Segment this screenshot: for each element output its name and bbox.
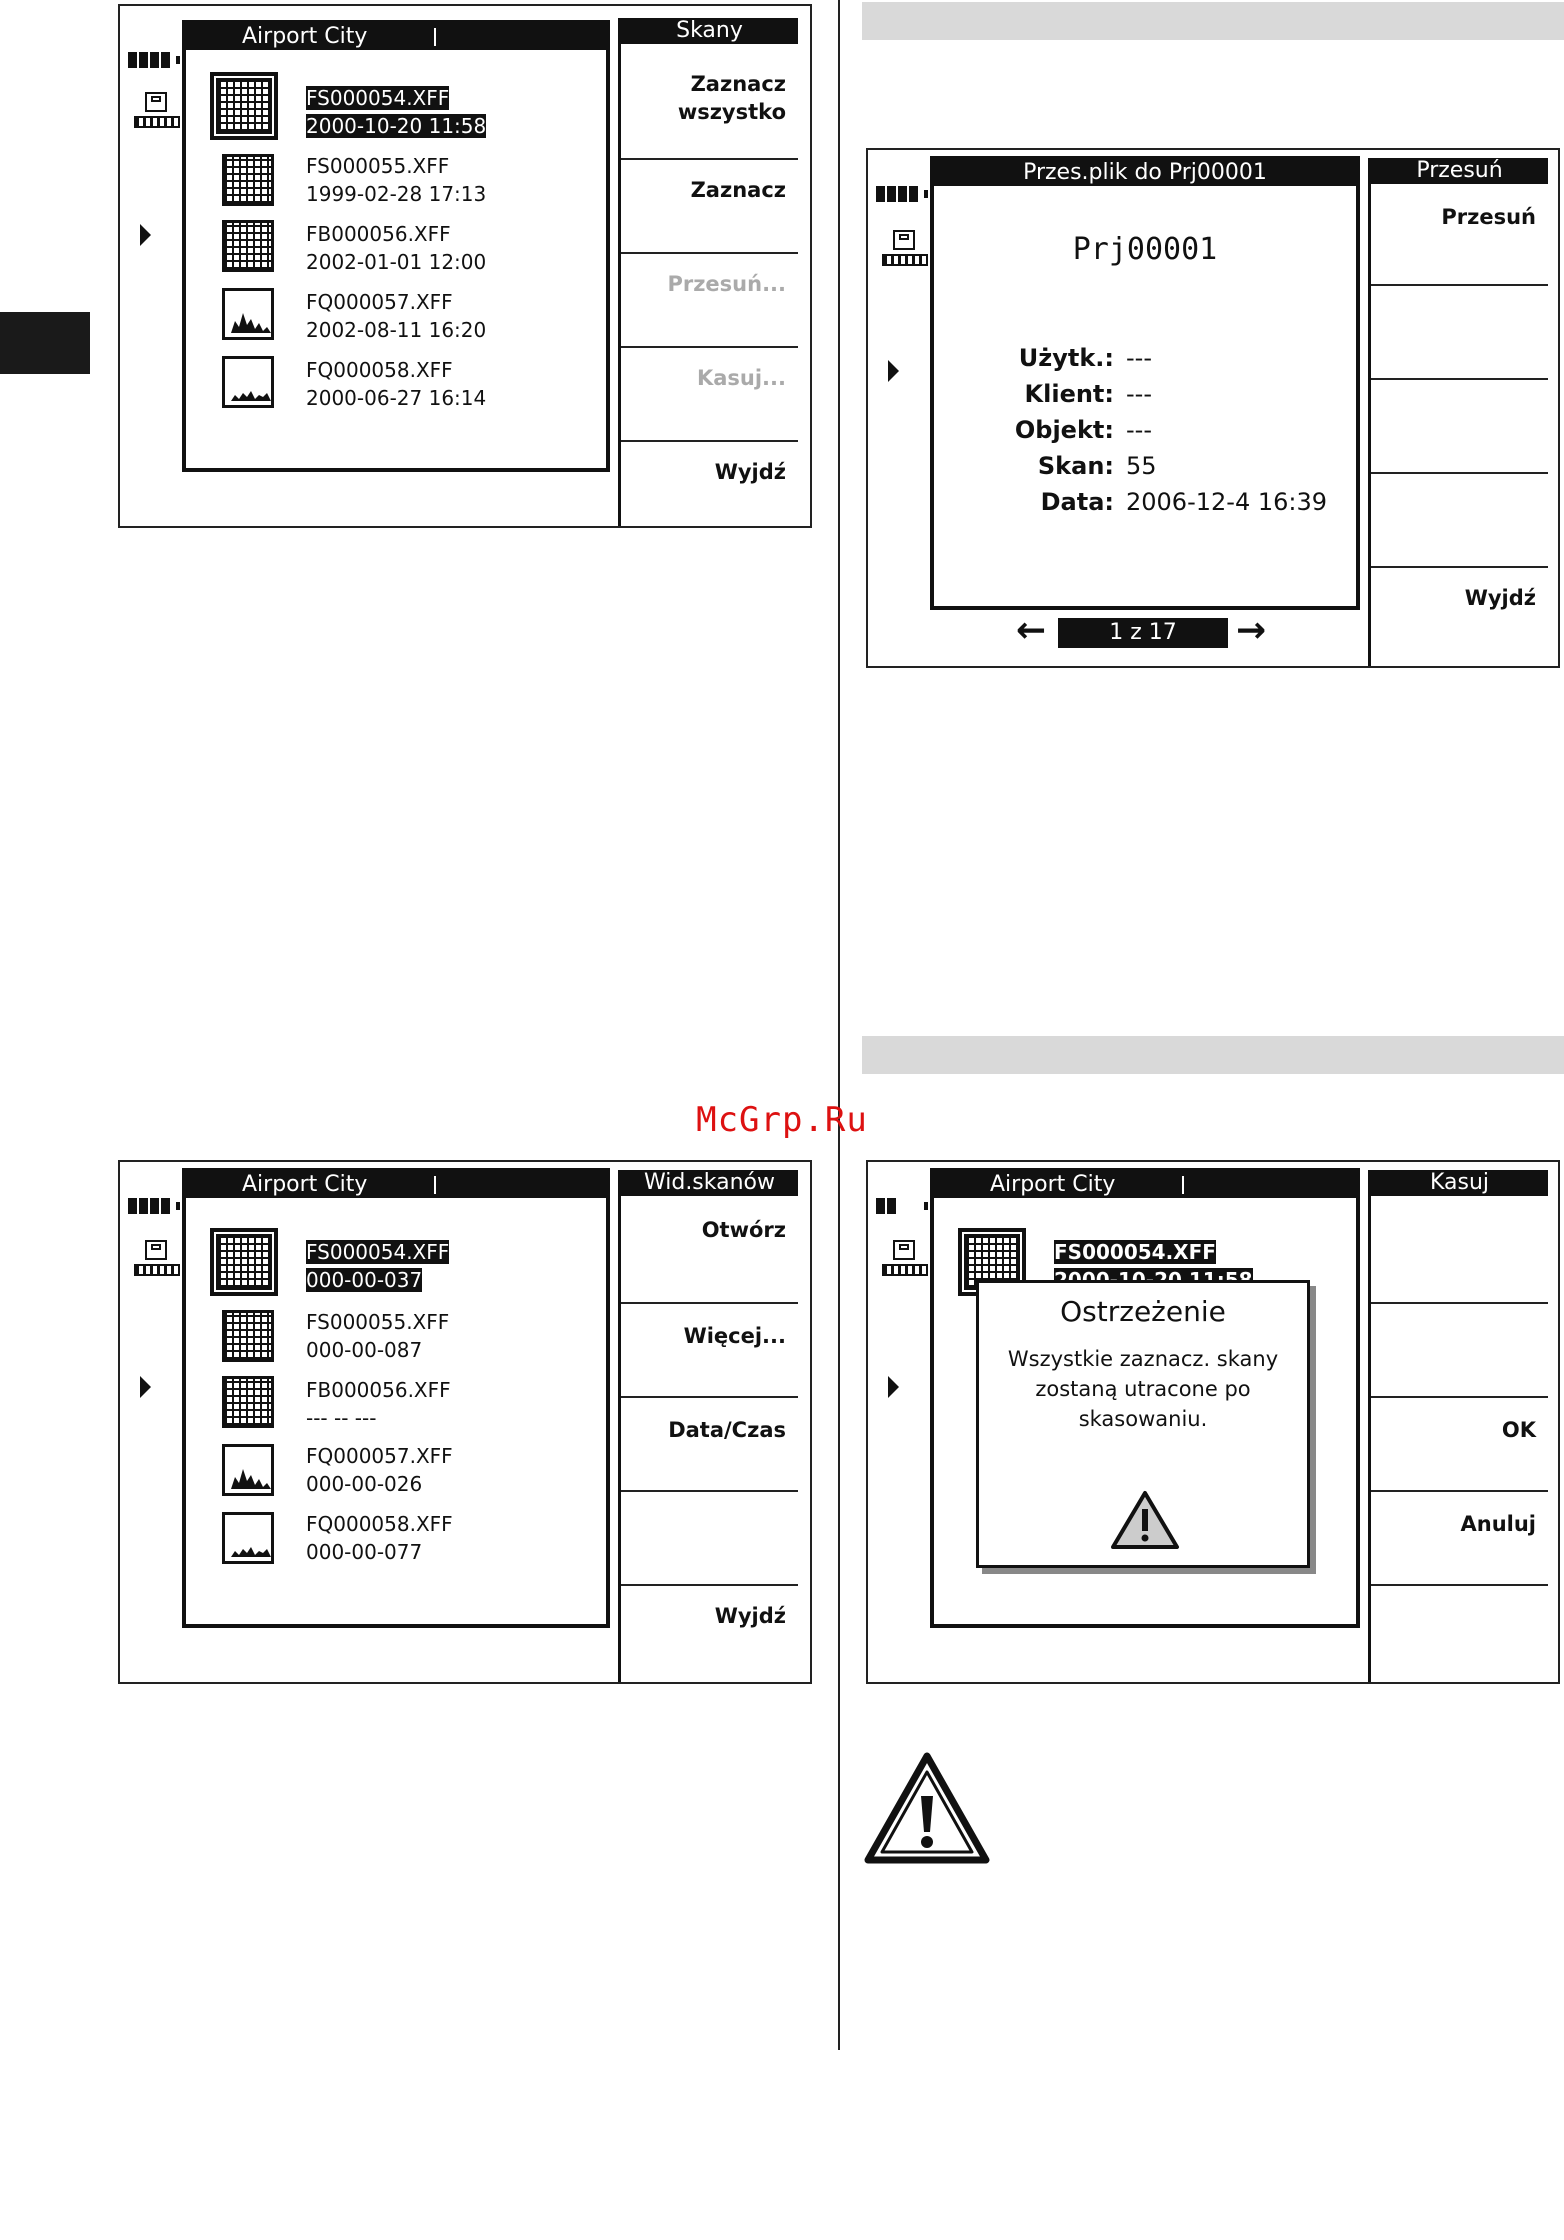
info-row: Użytk.: --- bbox=[1018, 344, 1152, 372]
window-title: Przes.plik do Prj00001 bbox=[1023, 160, 1267, 185]
menu-title: Kasuj bbox=[1371, 1170, 1548, 1196]
exit-button[interactable]: Wyjdź bbox=[714, 460, 786, 484]
project-window bbox=[930, 156, 1360, 610]
arrow-right-icon[interactable] bbox=[140, 1376, 151, 1398]
arrow-right-icon[interactable] bbox=[888, 1376, 899, 1398]
menu-title: Skany bbox=[621, 18, 798, 44]
info-row: Data: 2006-12-4 16:39 bbox=[1040, 488, 1327, 516]
memory-card-icon bbox=[882, 1240, 928, 1280]
chapter-tab bbox=[0, 312, 90, 374]
softkey-menu bbox=[618, 1170, 798, 1682]
info-row: Objekt: --- bbox=[1014, 416, 1152, 444]
move-button[interactable]: Przesuń... bbox=[621, 254, 798, 348]
list-item[interactable]: FS000054.XFF bbox=[1054, 1238, 1253, 1294]
section-bar-top bbox=[862, 2, 1564, 40]
scan-grid-icon[interactable] bbox=[222, 1376, 274, 1428]
empty-softkey[interactable] bbox=[621, 1492, 798, 1586]
empty-softkey[interactable] bbox=[1371, 1586, 1548, 1666]
cancel-button[interactable]: Anuluj bbox=[1371, 1492, 1548, 1586]
ok-button[interactable]: OK bbox=[1371, 1398, 1548, 1492]
list-item[interactable]: FQ000058.XFF 000-00-077 bbox=[306, 1512, 453, 1564]
histogram-icon[interactable] bbox=[222, 288, 274, 340]
window-title-bar bbox=[186, 24, 606, 50]
project-name: Prj00001 bbox=[1072, 232, 1218, 267]
menu-title: Przesuń bbox=[1371, 158, 1548, 184]
list-item[interactable]: FQ000057.XFF 000-00-026 bbox=[306, 1444, 453, 1496]
delete-button[interactable]: Kasuj... bbox=[621, 348, 798, 442]
list-item[interactable]: FB000056.XFF --- -- --- bbox=[306, 1378, 451, 1430]
screen-file-list-views bbox=[118, 1160, 812, 1684]
empty-softkey[interactable] bbox=[1371, 1304, 1548, 1398]
next-arrow-icon[interactable]: → bbox=[1236, 610, 1267, 651]
select-button[interactable]: Zaznacz bbox=[621, 160, 798, 254]
list-item[interactable]: FQ000057.XFF 2002-08-11 16:20 bbox=[306, 290, 487, 342]
scan-grid-icon[interactable] bbox=[222, 1310, 274, 1362]
window-title: Airport City bbox=[990, 1172, 1116, 1197]
scan-grid-icon[interactable] bbox=[222, 154, 274, 206]
info-row: Skan: 55 bbox=[1037, 452, 1157, 480]
exit-button[interactable]: Wyjdź bbox=[1464, 586, 1536, 610]
empty-softkey[interactable] bbox=[1371, 474, 1548, 568]
memory-card-icon bbox=[882, 230, 928, 270]
open-button[interactable]: Otwórz bbox=[621, 1198, 798, 1304]
window-title: Airport City bbox=[242, 24, 368, 49]
screen-move-to-project bbox=[866, 148, 1560, 668]
window-title-bar bbox=[934, 160, 1356, 186]
warning-icon bbox=[1109, 1489, 1181, 1551]
histogram-icon[interactable] bbox=[222, 356, 274, 408]
window-title: Airport City bbox=[242, 1172, 368, 1197]
warning-triangle-icon bbox=[864, 1752, 990, 1864]
memory-card-icon bbox=[134, 1240, 180, 1280]
menu-title: Wid.skanów bbox=[621, 1170, 798, 1196]
screen-delete-warning bbox=[866, 1160, 1560, 1684]
list-item[interactable]: FS000055.XFF 1999-02-28 17:13 bbox=[306, 154, 487, 206]
scan-grid-icon[interactable] bbox=[216, 78, 272, 134]
page-indicator: 1 z 17 bbox=[1058, 618, 1228, 648]
empty-softkey[interactable] bbox=[1371, 286, 1548, 380]
more-button[interactable]: Więcej... bbox=[621, 1304, 798, 1398]
battery-icon bbox=[128, 1198, 180, 1214]
arrow-right-icon[interactable] bbox=[140, 224, 151, 246]
scan-grid-icon[interactable] bbox=[222, 220, 274, 272]
move-button[interactable]: Przesuń bbox=[1371, 186, 1548, 286]
file-list-window bbox=[182, 1168, 610, 1628]
column-divider bbox=[838, 0, 840, 2050]
memory-card-icon bbox=[134, 92, 180, 132]
select-all-button[interactable]: Zaznacz wszystko bbox=[621, 70, 798, 160]
warning-dialog bbox=[976, 1280, 1310, 1568]
empty-softkey[interactable] bbox=[1371, 1198, 1548, 1304]
exit-button[interactable]: Wyjdź bbox=[714, 1604, 786, 1628]
list-item[interactable]: FB000056.XFF 2002-01-01 12:00 bbox=[306, 222, 487, 274]
list-item[interactable]: FS000055.XFF 000-00-087 bbox=[306, 1310, 450, 1362]
softkey-menu bbox=[1368, 1170, 1548, 1682]
histogram-icon[interactable] bbox=[222, 1512, 274, 1564]
watermark: McGrp.Ru bbox=[696, 1100, 868, 1140]
battery-icon bbox=[876, 186, 928, 202]
softkey-menu bbox=[618, 18, 798, 526]
list-item[interactable]: FS000054.XFF 000-00-037 bbox=[306, 1240, 450, 1292]
list-item[interactable]: FQ000058.XFF 2000-06-27 16:14 bbox=[306, 358, 487, 410]
date-time-button[interactable]: Data/Czas bbox=[621, 1398, 798, 1492]
section-bar-middle bbox=[862, 1036, 1564, 1074]
list-item[interactable]: FS000054.XFF 2000-10-20 11:58 bbox=[306, 86, 487, 138]
file-list-window bbox=[182, 20, 610, 472]
scan-grid-icon[interactable] bbox=[216, 1234, 272, 1290]
window-title-bar bbox=[186, 1172, 606, 1198]
screen-file-list-dates bbox=[118, 4, 812, 528]
battery-icon bbox=[128, 52, 180, 68]
arrow-right-icon[interactable] bbox=[888, 360, 899, 382]
dialog-title: Ostrzeżenie bbox=[1060, 1295, 1226, 1328]
previous-arrow-icon[interactable]: ← bbox=[1016, 610, 1047, 651]
battery-icon bbox=[876, 1198, 928, 1214]
softkey-menu bbox=[1368, 158, 1548, 666]
empty-softkey[interactable] bbox=[1371, 380, 1548, 474]
histogram-icon[interactable] bbox=[222, 1444, 274, 1496]
dialog-message: Wszystkie zaznacz. skany zostaną utracone po skasowaniu. bbox=[1007, 1347, 1279, 1431]
info-row: Klient: --- bbox=[1024, 380, 1152, 408]
project-info bbox=[934, 340, 1327, 520]
window-title-bar bbox=[934, 1172, 1356, 1198]
